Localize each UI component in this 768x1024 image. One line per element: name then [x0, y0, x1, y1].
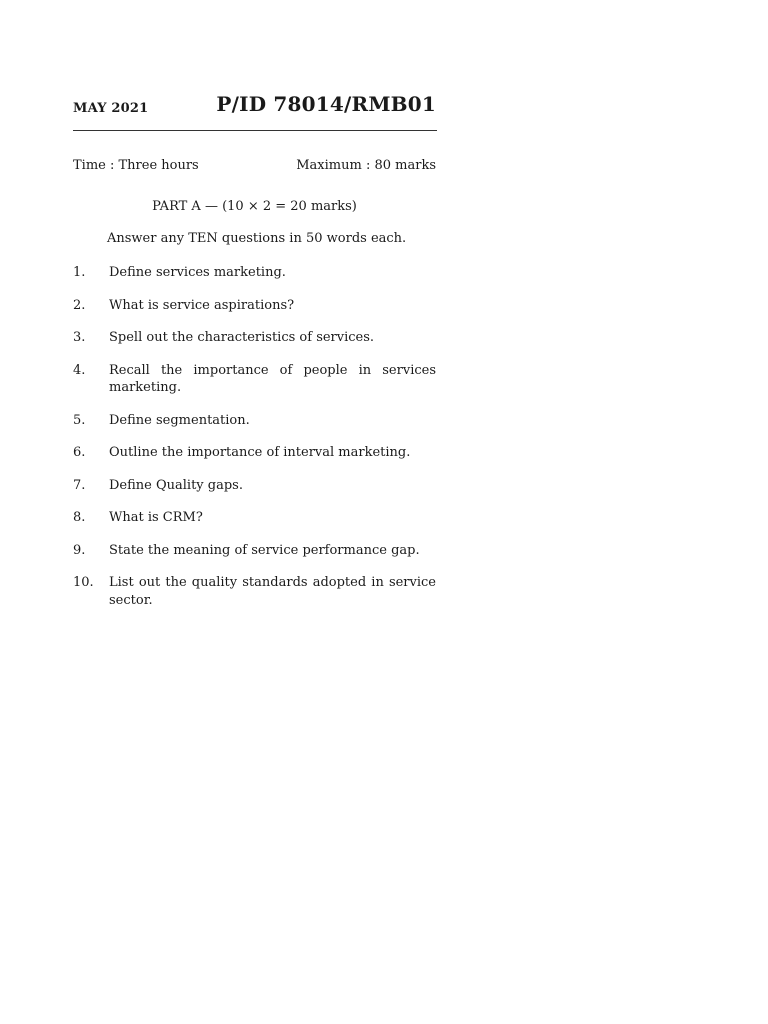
question-text: What is CRM? [109, 510, 203, 525]
question-text: List out the quality standards adopted in service sector. [109, 575, 436, 608]
question-item [73, 509, 436, 527]
question-text: Outline the importance of interval marketing. [109, 445, 411, 460]
question-number: 9. [73, 542, 86, 558]
question-number: 1. [73, 265, 86, 280]
header [73, 92, 436, 122]
exam-session: MAY 2021 [73, 101, 149, 116]
time-allowed: Time : Three hours [73, 158, 199, 173]
question-item [73, 412, 436, 430]
question-number: 7. [73, 477, 86, 493]
question-item [73, 574, 436, 609]
exam-page [73, 0, 436, 1024]
question-text: Define segmentation. [109, 412, 250, 428]
part-a-heading: PART A — (10 × 2 = 20 marks) [152, 199, 357, 214]
maximum-marks: Maximum : 80 marks [296, 158, 436, 173]
question-item [73, 542, 436, 560]
header-divider [73, 130, 437, 131]
question-text: State the meaning of service performance gap. [109, 542, 420, 558]
question-number: 6. [73, 445, 86, 460]
question-item [73, 329, 436, 347]
question-number: 5. [73, 412, 86, 428]
question-number: 3. [73, 330, 86, 345]
question-item [73, 297, 436, 315]
part-a-instruction: Answer any TEN questions in 50 words each. [107, 231, 407, 246]
question-number: 4. [73, 362, 86, 378]
question-item [73, 264, 436, 282]
question-item [73, 477, 436, 495]
question-text: What is service aspirations? [109, 297, 295, 313]
question-number: 10. [73, 575, 94, 590]
paper-code: P/ID 78014/RMB01 [216, 92, 436, 116]
question-text: Define services marketing. [109, 265, 286, 280]
question-number: 8. [73, 510, 86, 525]
question-list [73, 264, 436, 624]
question-text: Define Quality gaps. [109, 477, 243, 493]
question-item [73, 444, 436, 462]
question-text: Recall the importance of people in services marketing. [109, 362, 436, 395]
question-text: Spell out the characteristics of services. [109, 330, 375, 345]
question-item [73, 362, 436, 397]
question-number: 2. [73, 297, 86, 313]
